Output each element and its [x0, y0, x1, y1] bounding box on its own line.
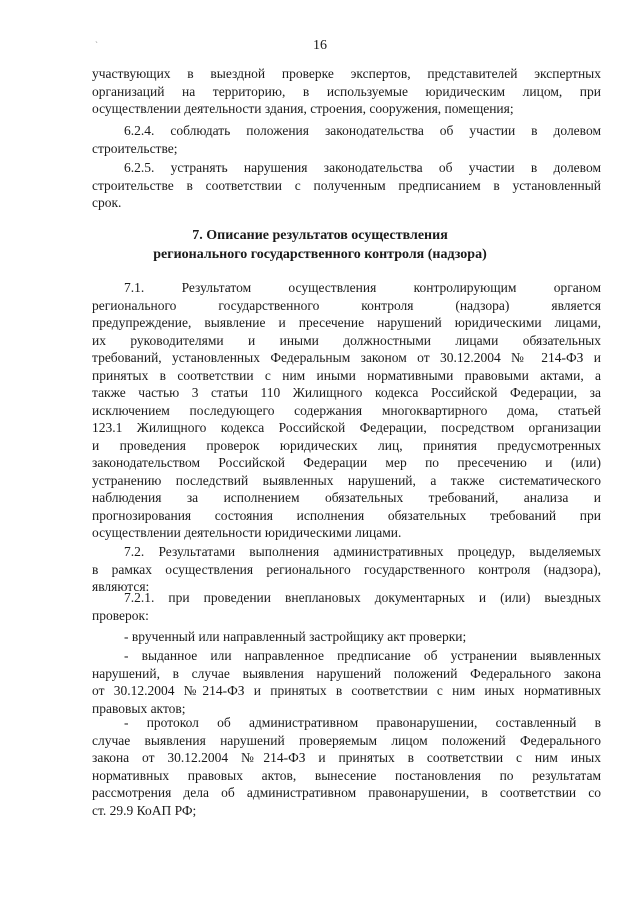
page-number: 16: [313, 38, 327, 53]
text-line: нормативных правовых актов, вынесение постановления по результатам: [92, 767, 601, 783]
text-line: и проведения проверок юридических лиц, принятия предусмотренных: [92, 437, 601, 453]
text-line: - выданное или направленное предписание об устранении выявленных: [124, 648, 601, 663]
text-line: строительстве в соответствии с полученным предписанием в установленный: [92, 177, 601, 193]
text-line: в рамках осуществления регионального государственного контроля (надзора),: [92, 561, 601, 577]
section-heading-line-2: регионального государственного контроля (надзора): [153, 247, 487, 262]
text-line: также частью 3 статьи 110 Жилищного кодекса Российской Федерации, за: [92, 385, 601, 400]
text-line: принятых в соответствии с ним иными нормативными правовыми актами, а: [92, 367, 601, 383]
text-line: нарушений, в случае выявления нарушений положений Федерального закона: [92, 665, 601, 681]
text-line: случае выявления нарушений проверяемым лицом положений Федерального: [92, 732, 601, 748]
text-line: исключением последующего содержания многоквартирного дома, статьей: [92, 402, 601, 418]
text-line: организаций на территорию, в используемые юридическим лицом, при: [92, 83, 601, 99]
section-heading-line-1: 7. Описание результатов осуществления: [192, 228, 448, 243]
text-line: закона от 30.12.2004 №214-ФЗ и принятых в соответствии с ним иных: [92, 750, 601, 765]
text-line: являются:: [92, 579, 150, 594]
corner-mark: `: [95, 40, 98, 50]
text-line: осуществлении деятельности юридическими лицами.: [92, 525, 402, 540]
text-line: законодательством Российской Федерации мер по пресечению и (или): [92, 455, 601, 470]
text-line: ст. 29.9 КоАП РФ;: [92, 802, 197, 818]
text-line: срок.: [92, 195, 122, 210]
text-line: регионального государственного контроля (надзора) является: [92, 297, 601, 313]
text-line: строительстве;: [92, 140, 178, 156]
text-line: прогнозирования состояния исполнения обязательных требований при: [92, 507, 601, 523]
text-line: - протокол об административном правонарушении, составленный в: [124, 715, 601, 730]
text-line: от 30.12.2004 №214-ФЗ и принятых в соответствии с ним иных нормативных: [92, 683, 601, 698]
text-line: предупреждение, выявление и пресечение нарушений юридическими лицами,: [92, 315, 601, 330]
text-line: 6.2.4. соблюдать положения законодательства об участии в долевом: [124, 123, 601, 138]
text-line: осуществлении деятельности здания, строения, сооружения, помещения;: [92, 101, 514, 116]
text-line: 123.1 Жилищного кодекса Российской Федерации, посредством организации: [92, 420, 601, 435]
text-line: 7.1. Результатом осуществления контролирующим органом: [124, 280, 601, 295]
text-line: наблюдения за исполнением обязательных требований, анализа и: [92, 490, 601, 505]
text-line: - врученный или направленный застройщику акт проверки;: [124, 629, 467, 644]
text-line: 7.2. Результатами выполнения административных процедур, выделяемых: [124, 544, 601, 559]
text-line: рассмотрения дела об административном правонарушении, в соответствии со: [92, 785, 601, 800]
text-line: устранению последствий выявленных нарушений, а также систематического: [92, 472, 601, 488]
text-line: 7.2.1. при проведении внеплановых документарных и (или) выездных: [124, 590, 601, 605]
text-line: проверок:: [92, 607, 149, 623]
text-line: правовых актов;: [92, 700, 186, 716]
text-line: требований, установленных Федеральным законом от 30.12.2004 № 214-ФЗ и: [92, 350, 601, 365]
text-line: 6.2.5. устранять нарушения законодательства об участии в долевом: [124, 160, 601, 175]
text-line: их руководителями и иными должностными лицами обязательных: [92, 332, 601, 348]
text-line: участвующих в выездной проверке экспертов, представителей экспертных: [92, 66, 601, 81]
